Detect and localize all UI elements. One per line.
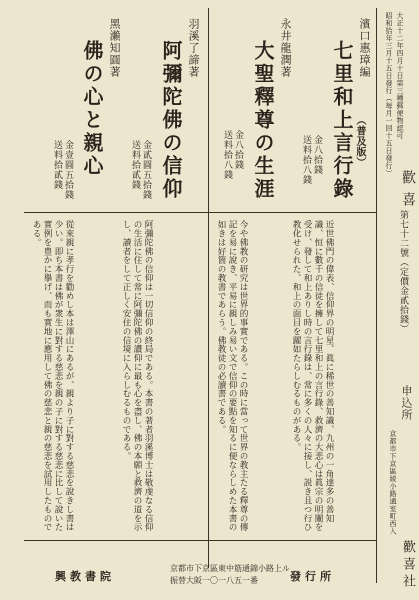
divider-descriptions <box>24 212 376 213</box>
book4-description: 從來親に孝行を勸めし本は澤山にあるが、親より子に對する慈悲を說きし書は少い。即ち本書は佛が衆生に對する慈悲を親の子に對する慈悲に比して說いた實例を豊かに擧げ、而も實地に應用して佛の慈悲と親の慈悲を試用したものである。 <box>31 220 74 532</box>
book2-title: 大聖釋尊の生涯 <box>251 40 275 201</box>
book3-description: 阿彌陀佛の信仰は一切信仰の終局である。本書の著者羽溪博士は敬虔なる信仰の生活に住して常に阿彌陀佛の讚仰に最も心を盡し、佛の本願と救濟の道を示し、讀者をして正しく安住の信境に入らしむるものである。 <box>121 220 153 532</box>
book2-postage: 送料拾八錢 <box>222 130 232 180</box>
book1-price: 金八拾錢 <box>312 135 322 175</box>
book1-description: 近世佛門の偉表、信仰界の明星、眞に稀世の善知識、九州の一角達多の善知識、恒に數千の信徒を擁して七里和上の言行錄、救濟の大悲心は眞宗の明闡を受け、發して和上ありし時の言行錄は、常に多くの人々に接し、説き且つ行ひ教化せられた、和上の面目を躍如たらしむるものがある。 <box>291 220 334 532</box>
publisher-right-label: 發行所 <box>290 570 335 583</box>
book4-author: 黑瀨知圓著 <box>108 18 121 78</box>
book3-price: 金貳圓五拾錢 <box>141 140 151 200</box>
book3-author: 羽溪了諦著 <box>187 18 200 78</box>
book3-postage: 送料拾貳錢 <box>130 140 140 190</box>
book1-postage: 送料拾八錢 <box>301 135 311 185</box>
divider-center <box>208 8 209 568</box>
book1-title: 七里和上言行錄 <box>330 40 354 201</box>
book4-price: 金壹圓五拾錢 <box>63 140 73 200</box>
publisher-address: 京都市下京區綾小路通室町西入 <box>389 430 397 535</box>
book2-price: 金八拾錢 <box>233 130 243 170</box>
footer-phone: 振替大阪一〇一八五一番 <box>170 576 258 585</box>
book2-description: 今や佛教の研究は世界的事實である。この時に當って世界の教主たる釋尊の傳記を易に說き、平易に親しみ易い文で信仰の要點を知るに便ならしめた本書の如きは好箇の教書であらう。佛教徒の必讀書である。 <box>216 220 248 532</box>
order-label: 申込所 <box>400 385 413 421</box>
issue-number: 第七十二號（定價金貳拾錢） <box>398 210 408 334</box>
publisher-left-label: 興教書院 <box>55 570 115 583</box>
divider-colophon <box>376 8 377 583</box>
magazine-title: 歡喜 <box>400 170 416 214</box>
footer-address: 京都市下京區東中筋通錦小路上ル <box>170 564 290 573</box>
divider-footer <box>24 540 376 541</box>
colophon-publisher: 歡喜社 <box>400 540 415 591</box>
book1-edition: （普及版） <box>354 115 365 168</box>
book4-postage: 送料拾貳錢 <box>52 140 62 190</box>
colophon-line-1: 大正十二年四月十日第三種郵便物認可 <box>396 12 404 140</box>
colophon-line-2: 昭和拾年三月十五日發行（毎月一回十五日發行） <box>385 12 393 177</box>
book2-author: 永井龍潤著 <box>279 18 292 78</box>
book3-title: 阿彌陀佛の信仰 <box>159 40 183 201</box>
book1-author: 濱口惠璋編 <box>358 18 371 78</box>
book4-title: 佛の心と親心 <box>80 40 104 178</box>
